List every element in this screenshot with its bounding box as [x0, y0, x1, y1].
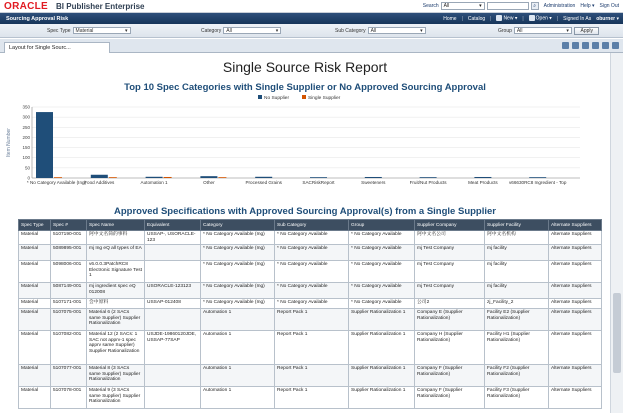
report-viewer	[0, 53, 610, 413]
bar-no-supplier	[200, 176, 217, 178]
table-cell: Report Pack 1	[275, 309, 349, 331]
table-cell: USSAP-012408	[145, 299, 201, 309]
table-cell: mj ingredient spec eQ 012008	[87, 283, 145, 299]
table-cell: mj Test Company	[415, 283, 485, 299]
column-header: Spec Type	[19, 220, 51, 231]
bar-single-supplier	[109, 177, 117, 178]
table-cell: Company F (Supplier Rationalization)	[415, 365, 485, 387]
table-cell: * No Category Available (Ing)	[201, 299, 275, 309]
nav-links	[443, 14, 619, 23]
bar-no-supplier	[36, 112, 53, 178]
search-icon: ⌕	[533, 3, 537, 9]
y-tick-label: 100	[22, 155, 30, 161]
table-cell: Alternate Suppliers	[549, 299, 602, 309]
table-row	[19, 283, 602, 299]
table-cell: * No Category Available (Ing)	[201, 283, 275, 299]
report-name: Sourcing Approval Risk	[6, 15, 69, 22]
table-cell: 阿中文名简的事料	[87, 231, 145, 245]
table-row	[19, 365, 602, 387]
sign-out-link[interactable]: Sign Out	[599, 3, 619, 9]
bar-no-supplier	[365, 177, 382, 178]
table-cell: 公司2	[415, 299, 485, 309]
sub-category-select[interactable]: All ▾	[368, 27, 426, 34]
table-cell: Supplier Rationalization 1	[349, 331, 415, 365]
table-cell: Material 9 (3 SACs same Supplier) Supplier Rationalization	[87, 387, 145, 409]
bar-single-supplier	[164, 177, 172, 178]
table-cell: USORACLE-123123	[145, 283, 201, 299]
home-link[interactable]: Home	[443, 15, 457, 22]
table-cell: * No Category Available	[349, 283, 415, 299]
table-cell	[145, 309, 201, 331]
table-cell: Company F (Supplier Rationalization)	[415, 387, 485, 409]
table-cell: * No Category Available	[349, 299, 415, 309]
x-tick-label: Sweeteners	[361, 180, 386, 185]
table-cell: Facility F2 (Supplier Rationalization)	[485, 365, 549, 387]
catalog-link[interactable]: Catalog	[467, 15, 486, 22]
table-cell: Alternate Suppliers	[549, 283, 602, 299]
table-cell: Material 6 (2 SACs same Supplier) Supplier Rationalization	[87, 309, 145, 331]
table-cell: 阿中文名公司	[415, 231, 485, 245]
x-tick-label: Fruit/Nut Products	[409, 180, 447, 185]
table-cell	[145, 387, 201, 409]
legend-swatch-single-supplier	[302, 95, 306, 99]
table-row	[19, 387, 602, 409]
table-cell: Supplier Rationalization 1	[349, 309, 415, 331]
table-cell: * No Category Available (Ing)	[201, 245, 275, 261]
y-tick-label: 0	[27, 175, 30, 181]
table-cell: Automation 1	[201, 387, 275, 409]
table-cell	[145, 245, 201, 261]
search-go-button[interactable]	[531, 2, 539, 10]
table-cell: * No Category Available	[349, 245, 415, 261]
table-row	[19, 245, 602, 261]
table-cell: Report Pack 1	[275, 387, 349, 409]
x-tick-label: Processed Grains	[245, 180, 282, 185]
y-axis-label: Item Number	[6, 128, 12, 157]
share-link-icon[interactable]	[602, 42, 609, 49]
table-cell: 5107078-001	[51, 387, 87, 409]
table-row	[19, 231, 602, 245]
table-header-row	[19, 220, 602, 231]
table-cell: Material	[19, 299, 51, 309]
nav-separator: |	[490, 15, 492, 22]
global-links	[423, 2, 619, 10]
chevron-down-icon: ▾	[479, 3, 482, 9]
table-cell: Supplier Rationalization 1	[349, 365, 415, 387]
table-cell: Alternate Suppliers	[549, 365, 602, 387]
scrollbar-thumb[interactable]	[613, 293, 621, 373]
chevron-down-icon: ▾	[420, 27, 423, 34]
table-cell: * No Category Available	[275, 299, 349, 309]
table-cell: USSAP-, USORACLE-123	[145, 231, 201, 245]
table-cell: * No Category Available	[275, 231, 349, 245]
chevron-down-icon: ▾	[125, 27, 128, 34]
table-cell: * No Category Available (Ing)	[201, 261, 275, 283]
legend-label-no-supplier: No Supplier	[264, 96, 290, 101]
table-cell: Automation 1	[201, 365, 275, 387]
chevron-down-icon: ▾	[275, 27, 279, 34]
chevron-down-icon: ▾	[592, 3, 595, 9]
table-cell: mj facility	[485, 245, 549, 261]
bar-no-supplier	[255, 177, 272, 178]
tab-layout-single-source[interactable]: Layout for Single Sourc...	[4, 42, 110, 53]
x-tick-label: Food Additives	[84, 180, 115, 185]
table-cell: Material	[19, 283, 51, 299]
table-cell: Facility F3 (Supplier Rationalization)	[485, 387, 549, 409]
folder-icon	[529, 15, 535, 21]
nav-separator: |	[522, 15, 524, 22]
bar-no-supplier	[310, 177, 327, 178]
search-scope-select[interactable]: All ▾	[441, 2, 485, 10]
table-cell: Alternate Suppliers	[549, 309, 602, 331]
table-cell: Company H (Supplier Rationalization)	[415, 331, 485, 365]
parameter-bar	[0, 24, 623, 38]
column-header: Spec Name	[87, 220, 145, 231]
table-cell: 5107075-001	[51, 309, 87, 331]
new-menu[interactable]: New ▾	[496, 15, 517, 21]
table-cell: 阿中文名机构	[485, 231, 549, 245]
view-report-icon[interactable]	[562, 42, 569, 49]
group-select[interactable]: All ▾	[514, 27, 572, 34]
apply-button[interactable]: Apply	[574, 27, 599, 35]
table-cell: Material 8 (3 SACs same Supplier) Supplier Rationalization	[87, 365, 145, 387]
x-tick-label: Meat Products	[468, 180, 498, 185]
table-cell: 5107190-001	[51, 231, 87, 245]
x-tick-label: Other	[203, 180, 215, 185]
table-cell: * No Category Available	[349, 261, 415, 283]
table-cell: Facility E2 (Supplier Rationalization)	[485, 309, 549, 331]
chevron-down-icon: ▾	[566, 27, 569, 34]
table-cell: 5107077-001	[51, 365, 87, 387]
table-cell: Facility H1 (Supplier Rationalization)	[485, 331, 549, 365]
table-cell: Report Pack 1	[275, 365, 349, 387]
param-group	[498, 27, 572, 34]
layout-tab-bar	[0, 39, 623, 53]
param-label: Group	[498, 27, 512, 34]
column-header: Category	[201, 220, 275, 231]
column-header: Group	[349, 220, 415, 231]
table-cell: Alternate Suppliers	[549, 331, 602, 365]
table-cell: Material	[19, 245, 51, 261]
y-tick-label: 300	[22, 114, 30, 120]
param-category	[201, 27, 281, 34]
specifications-table	[18, 219, 602, 409]
table-row	[19, 331, 602, 365]
column-header: Equivalent	[145, 220, 201, 231]
report-title: Single Source Risk Report	[222, 59, 388, 75]
param-sub-category	[335, 27, 426, 34]
open-menu[interactable]: Open ▾	[529, 15, 552, 21]
table-cell: Alternate Suppliers	[549, 261, 602, 283]
column-header: Alternate Suppliers	[549, 220, 602, 231]
bar-no-supplier	[420, 177, 437, 178]
bar-single-supplier	[218, 177, 226, 178]
actions-icon[interactable]	[572, 42, 579, 49]
table-cell: USJDE-19860120JDE, USSAP-77SAP	[145, 331, 201, 365]
table-cell: Alternate Suppliers	[549, 387, 602, 409]
bar-no-supplier	[91, 175, 108, 178]
table-cell: v6.0.0.3PatchRC8 Electronic Signature Test 1	[87, 261, 145, 283]
param-label: Spec Type	[47, 27, 71, 34]
schedule-icon[interactable]	[612, 42, 619, 49]
table-cell: mj Test Company	[415, 245, 485, 261]
table-cell: 5089895-001	[51, 245, 87, 261]
x-tick-label: * No Category Available (Ing)	[26, 180, 87, 185]
table-cell: Material 12 (2 SACs: 1 SAC not apprv-1 spec apprv same Supplier) Supplier Rationalization	[87, 331, 145, 365]
top-bar	[0, 0, 623, 13]
export-icon[interactable]	[582, 42, 589, 49]
legend-swatch-no-supplier	[258, 95, 262, 99]
bar-chart	[0, 93, 610, 203]
bar-no-supplier	[474, 177, 491, 178]
table-cell: * No Category Available (Ing)	[201, 231, 275, 245]
table-cell: Automation 1	[201, 309, 275, 331]
table-cell: 5107171-001	[51, 299, 87, 309]
table-cell: Material	[19, 365, 51, 387]
y-tick-label: 50	[24, 165, 30, 171]
table-cell: 5107082-001	[51, 331, 87, 365]
category-select[interactable]: All ▾	[223, 27, 281, 34]
table-row	[19, 299, 602, 309]
table-cell: 会中原料	[87, 299, 145, 309]
search-label: Search	[422, 3, 439, 9]
table-cell: Alternate Suppliers	[549, 245, 602, 261]
table-cell: * No Category Available	[275, 245, 349, 261]
table-cell	[145, 365, 201, 387]
chart-title: Top 10 Spec Categories with Single Supplier or No Approved Sourcing Approval	[124, 82, 486, 93]
column-header: Sub Category	[275, 220, 349, 231]
nav-bar	[0, 13, 623, 24]
nav-separator: |	[461, 15, 463, 22]
table-cell: mj Ing eQ all types of EA	[87, 245, 145, 261]
table-cell: Material	[19, 261, 51, 283]
table-cell: mj Test Company	[415, 261, 485, 283]
table-cell: Report Pack 1	[275, 331, 349, 365]
nav-separator: |	[556, 15, 559, 22]
column-header: Supplier Facility	[485, 220, 549, 231]
table-cell: Automation 1	[201, 331, 275, 365]
table-cell: Alternate Suppliers	[549, 231, 602, 245]
table-cell: Material	[19, 309, 51, 331]
table-cell: Company E (Supplier Rationalization)	[415, 309, 485, 331]
spec-type-select[interactable]: Material ▾	[73, 27, 131, 34]
table-cell: * No Category Available	[349, 231, 415, 245]
y-tick-label: 350	[22, 104, 30, 110]
product-title: BI Publisher Enterprise	[56, 1, 145, 11]
param-label: Category	[201, 27, 222, 34]
administration-link[interactable]: Administration	[543, 3, 576, 9]
table-cell: Material	[19, 387, 51, 409]
table-cell: zj_Facility_2	[485, 299, 549, 309]
table-cell: * No Category Available	[275, 283, 349, 299]
table-row	[19, 309, 602, 331]
signed-in-label: Signed In As	[563, 15, 592, 22]
user-menu[interactable]: oburner ▾	[596, 15, 619, 22]
bar-no-supplier	[146, 177, 163, 178]
y-tick-label: 250	[22, 124, 30, 130]
column-header: Supplier Company	[415, 220, 485, 231]
table-cell: mj facility	[485, 283, 549, 299]
table-cell: Material	[19, 331, 51, 365]
send-icon[interactable]	[592, 42, 599, 49]
table-title: Approved Specifications with Approved Sourcing Approval(s) from a Single Supplier	[114, 206, 496, 217]
oracle-logo: ORACLE	[4, 0, 49, 12]
x-tick-label: SACRiskReport	[302, 180, 335, 185]
global-search	[423, 2, 539, 10]
new-icon	[496, 15, 502, 21]
param-spec-type	[47, 27, 131, 34]
y-tick-label: 150	[22, 145, 30, 151]
table-row	[19, 261, 602, 283]
search-input[interactable]	[487, 2, 529, 10]
bar-single-supplier	[54, 177, 62, 178]
y-tick-label: 200	[22, 134, 30, 140]
table-cell: 5098006-001	[51, 261, 87, 283]
help-link[interactable]: Help ▾	[580, 3, 595, 9]
column-header: Spec #	[51, 220, 87, 231]
bar-no-supplier	[529, 177, 546, 178]
table-cell: Supplier Rationalization 1	[349, 387, 415, 409]
legend-label-single-supplier: Single Supplier	[308, 96, 341, 101]
vertical-scrollbar[interactable]	[610, 53, 623, 413]
table-cell: 5087149-001	[51, 283, 87, 299]
table-cell: mj facility	[485, 261, 549, 283]
table-cell	[145, 261, 201, 283]
x-tick-label: v66630RC8 Ingredient - Top	[509, 180, 567, 185]
x-tick-label: Automation 1	[140, 180, 168, 185]
param-label: Sub Category	[335, 27, 366, 34]
report-toolbar	[562, 42, 619, 49]
table-cell: * No Category Available	[275, 261, 349, 283]
table-cell: Material	[19, 231, 51, 245]
